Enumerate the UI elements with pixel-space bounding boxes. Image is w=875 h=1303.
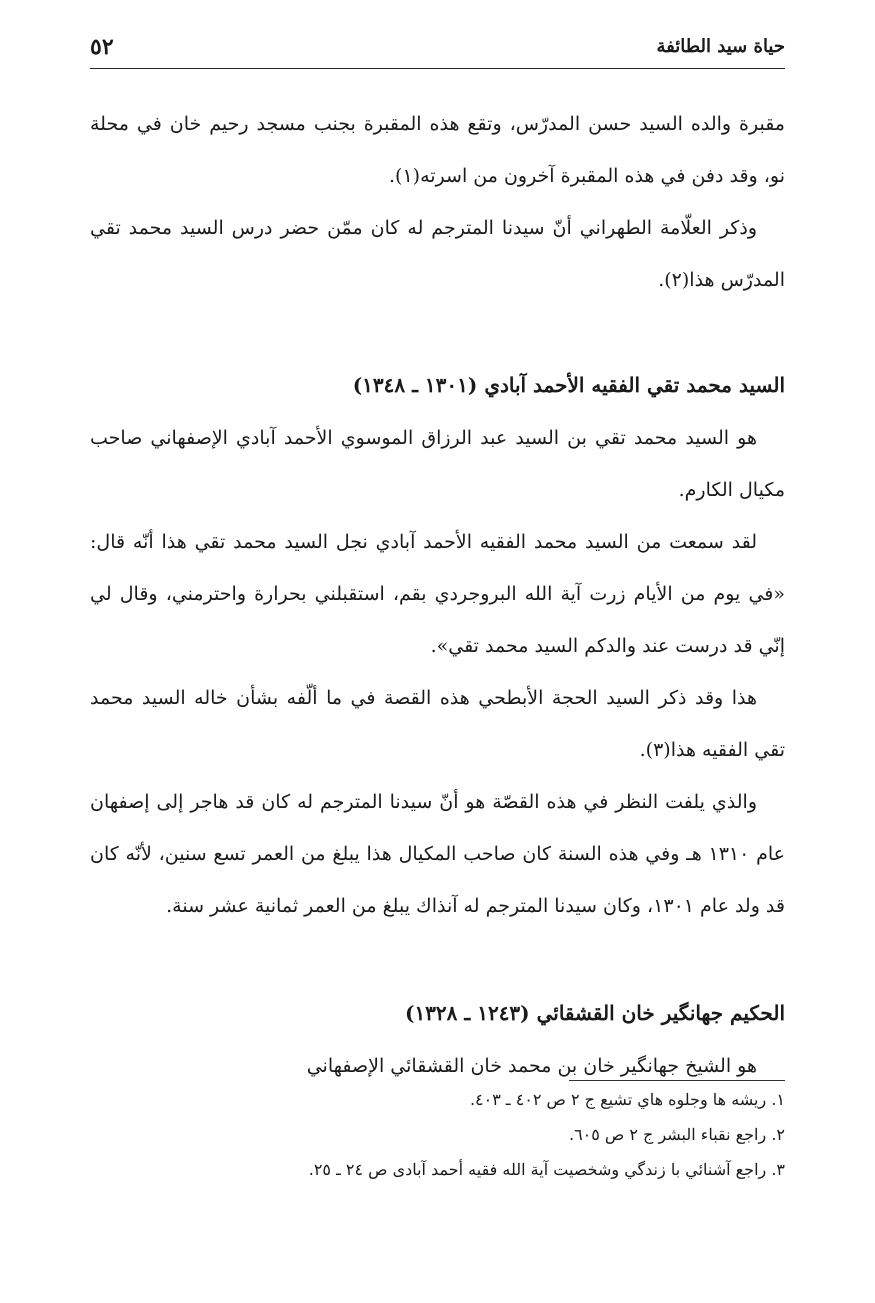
paragraph: لقد سمعت من السيد محمد الفقيه الأحمد آبادي نجل السيد محمد تقي هذا أنّه قال: «في يوم من الأيام زرت آية الله البروجردي بقم، استقبلني بحرارة واحترمني، وقال لي إنّي قد درست عند والدكم السيد محمد تقي». [90,531,785,657]
running-head [90,30,785,69]
main-text [90,98,785,1092]
paragraph: هذا وقد ذكر السيد الحجة الأبطحي هذه القصة في ما ألّفه بشأن خاله السيد محمد تقي الفقيه هذا(٣). [90,687,785,761]
paragraph: والذي يلفت النظر في هذه القصّة هو أنّ سيدنا المترجم له كان قد هاجر إلى إصفهان عام ١٣١٠ هـ وفي هذه السنة كان صاحب المكيال هذا يبلغ من العمر تسع سنين، لأنّه كان قد ولد عام ١٣٠١، وكان سيدنا المترجم له آنذاك يبلغ من العمر ثمانية عشر سنة. [90,791,785,917]
footnotes [90,1082,785,1187]
paragraph: هو الشيخ جهانگير خان بن محمد خان القشقائي الإصفهاني [306,1055,757,1077]
footnote-divider [569,1080,785,1081]
paragraph: وذكر العلّامة الطهراني أنّ سيدنا المترجم له كان ممّن حضر درس السيد محمد تقي المدرّس هذا(٢). [90,217,785,291]
paragraph: هو السيد محمد تقي بن السيد عبد الرزاق الموسوي الأحمد آبادي الإصفهاني صاحب مكيال الكارم. [90,427,785,501]
page-number: ٥٢ [90,34,114,60]
footnote: ١. ريشه ها وجلوه هاي تشيع ج ٢ ص ٤٠٢ ـ ٤٠٣. [469,1090,785,1109]
section-heading: الحكيم جهانگير خان القشقائي (١٢٤٣ ـ ١٣٢٨) [404,1001,785,1025]
book-title: حياة سيد الطائفة [656,36,785,57]
footnote: ٢. راجع نقباء البشر ج ٢ ص ٦٠٥. [568,1125,785,1144]
footnote: ٣. راجع آشنائي با زندگي وشخصيت آية الله فقيه أحمد آبادى ص ٢٤ ـ ٢٥. [308,1160,785,1179]
section-heading: السيد محمد تقي الفقيه الأحمد آبادي (١٣٠١ ـ ١٣٤٨) [352,373,785,397]
paragraph: مقبرة والده السيد حسن المدرّس، وتقع هذه المقبرة بجنب مسجد رحيم خان في محلة نو، وقد دفن في هذه المقبرة آخرون من اسرته(١). [90,113,785,187]
